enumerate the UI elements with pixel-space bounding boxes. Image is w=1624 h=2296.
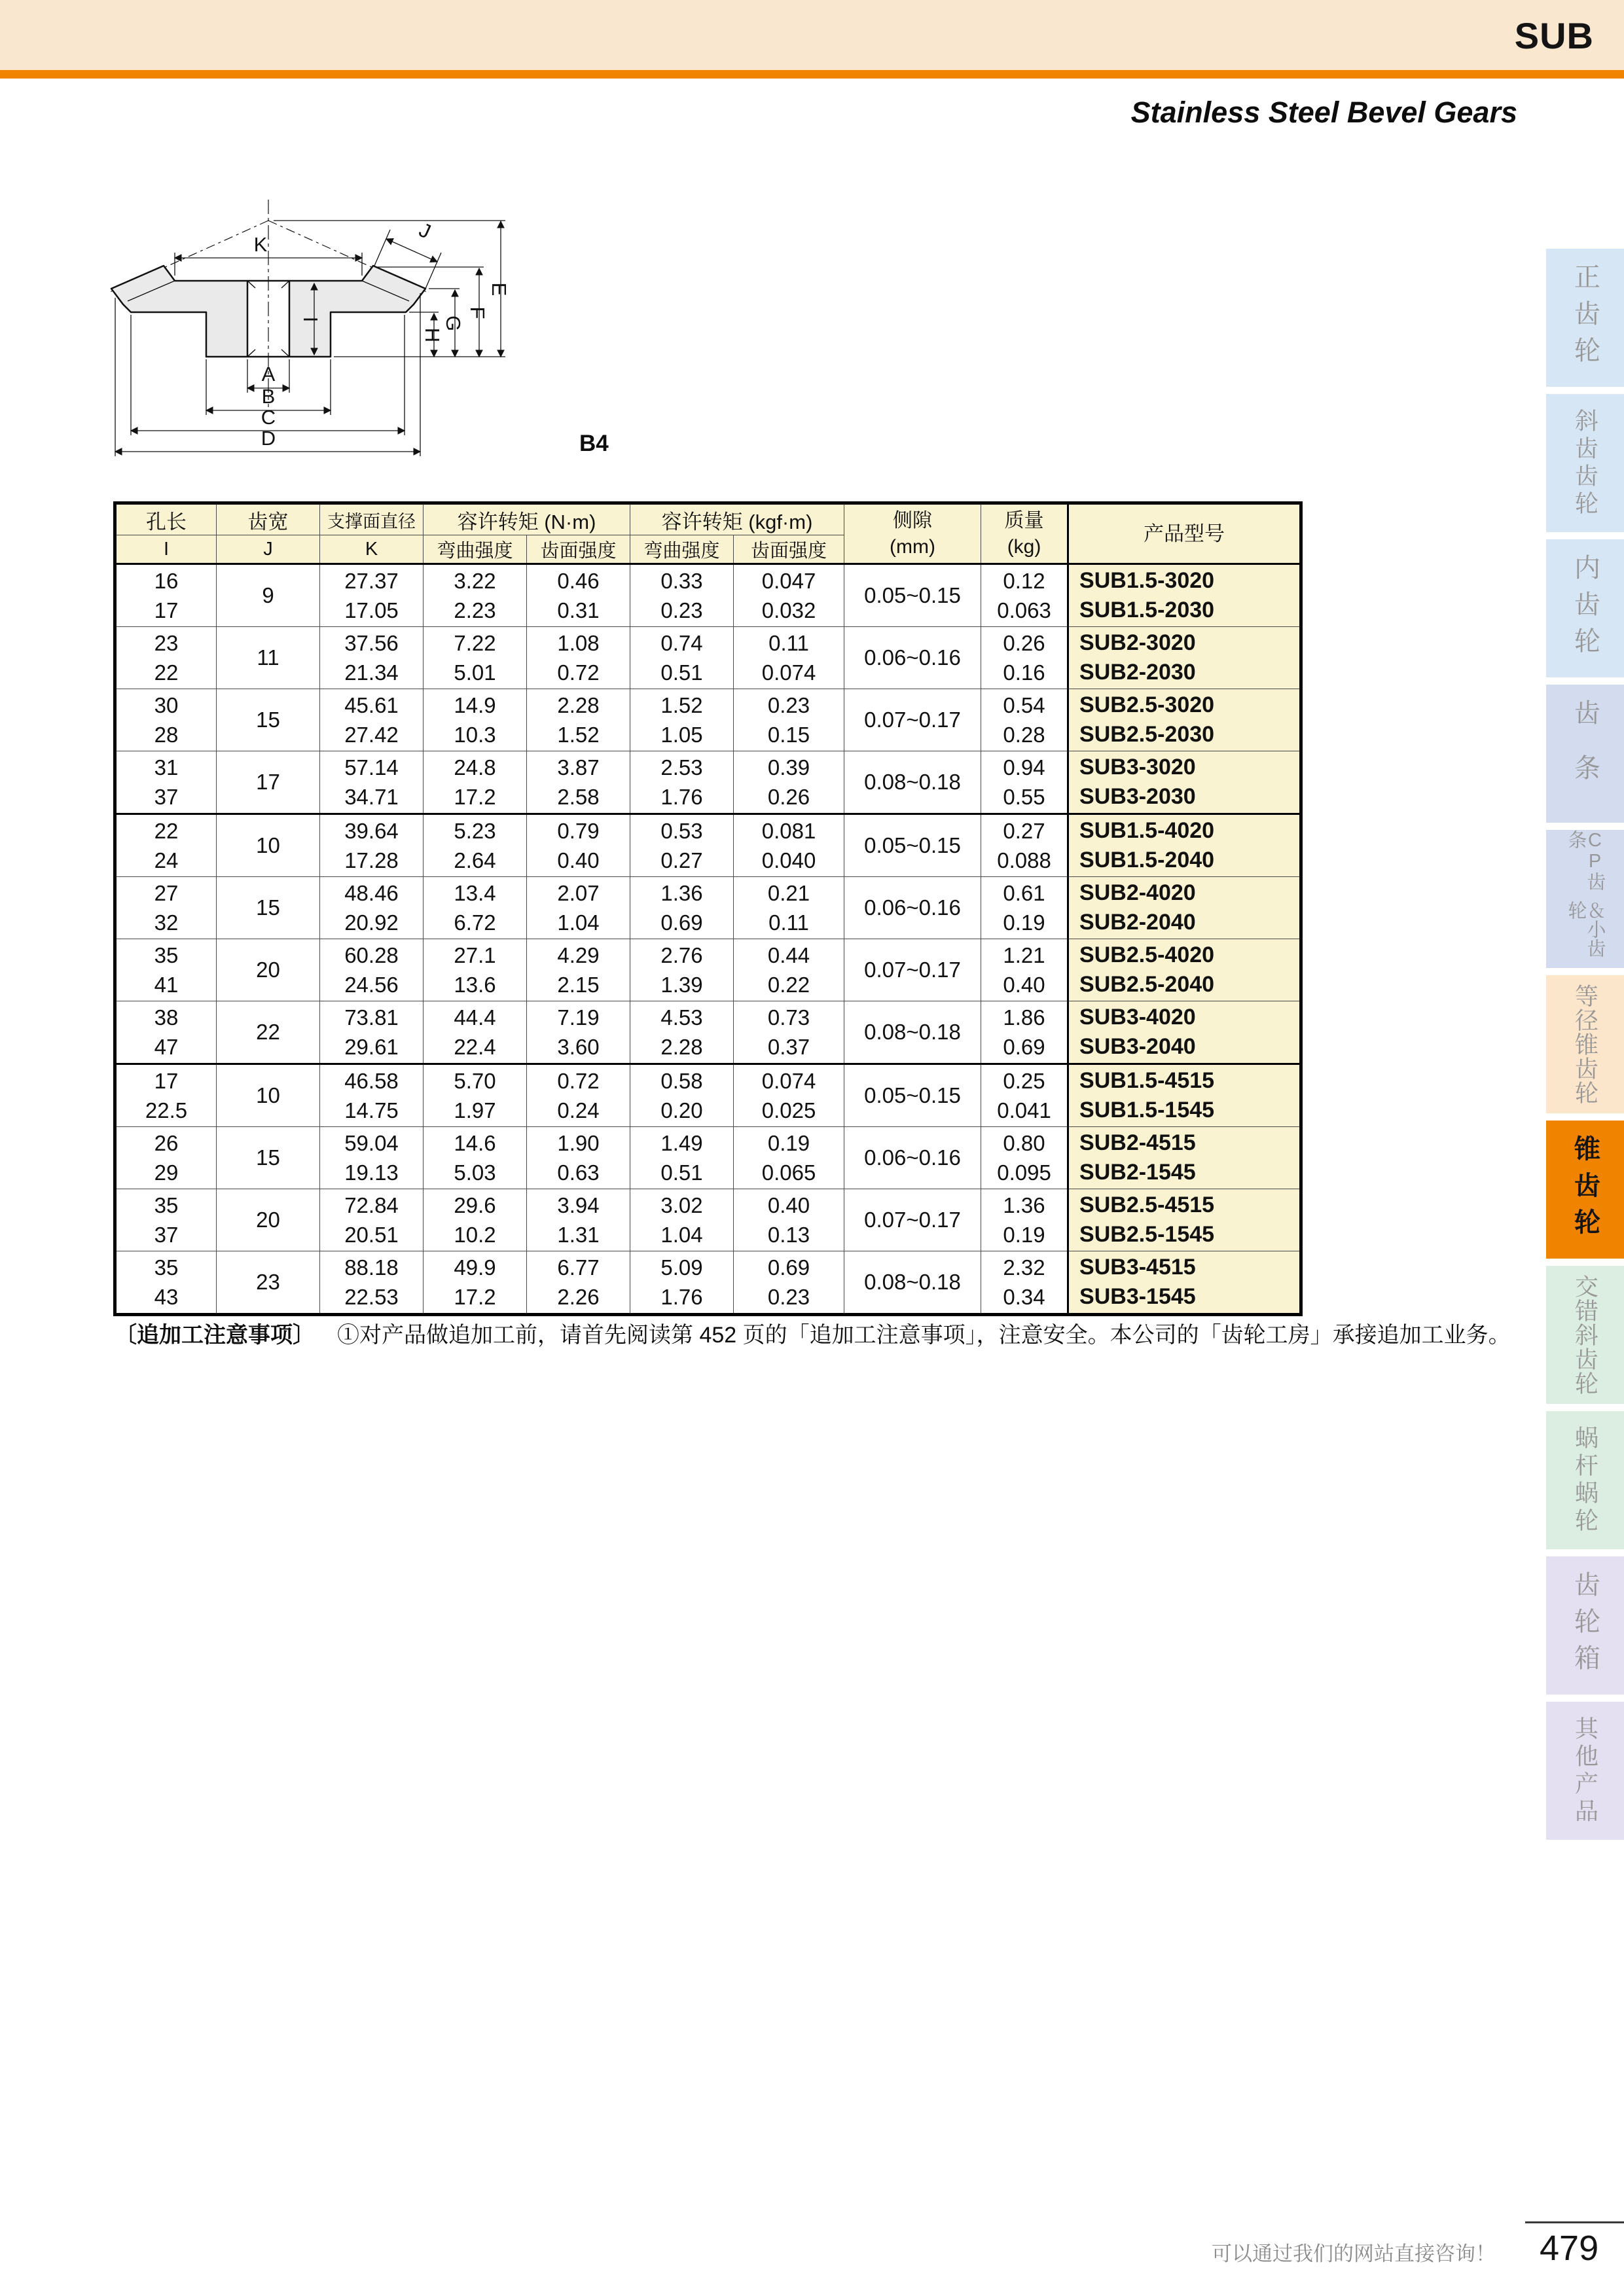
- cell-kgf-surface: 0.081 0.040: [734, 814, 844, 877]
- cell-mass: 0.54 0.28: [981, 689, 1068, 751]
- sidebar-tab-内齿轮: [1546, 539, 1624, 677]
- cell-model: SUB1.5-4020 SUB1.5-2040: [1068, 814, 1301, 877]
- cell-face-width: 10: [217, 1064, 320, 1127]
- sidebar-tab-齿条: [1546, 685, 1624, 823]
- cell-nm-bend: 7.22 5.01: [424, 627, 527, 689]
- table-row: [115, 564, 1301, 627]
- cell-nm-surface: 4.29 2.15: [527, 939, 630, 1001]
- cell-kgf-surface: 0.23 0.15: [734, 689, 844, 751]
- dim-label-i: I: [299, 316, 322, 323]
- backlash-unit: (mm): [890, 535, 936, 558]
- table-row: [115, 939, 1301, 1001]
- cell-hole-length: 30 28: [115, 689, 217, 751]
- cell-hole-length: 26 29: [115, 1127, 217, 1189]
- cell-kgf-surface: 0.074 0.025: [734, 1064, 844, 1127]
- header-model: 产品型号: [1068, 503, 1301, 564]
- cell-mount-dia: 37.56 21.34: [320, 627, 424, 689]
- cell-model: SUB3-3020 SUB3-2030: [1068, 751, 1301, 814]
- cell-hole-length: 31 37: [115, 751, 217, 814]
- table-row: [115, 1251, 1301, 1315]
- cell-hole-length: 23 22: [115, 627, 217, 689]
- cell-kgf-bend: 0.74 0.51: [630, 627, 734, 689]
- cell-backlash: 0.06~0.16: [844, 1127, 981, 1189]
- accent-bar: [0, 70, 1624, 79]
- cell-mass: 0.80 0.095: [981, 1127, 1068, 1189]
- sidebar-tab-交错斜齿轮: [1546, 1266, 1624, 1404]
- cell-kgf-surface: 0.21 0.11: [734, 877, 844, 939]
- cell-nm-surface: 1.08 0.72: [527, 627, 630, 689]
- mass-name: 质量: [1004, 509, 1044, 531]
- cell-model: SUB2-4020 SUB2-2040: [1068, 877, 1301, 939]
- header-nm-bend: 弯曲强度: [424, 535, 527, 564]
- cell-backlash: 0.06~0.16: [844, 627, 981, 689]
- header-torque-kgf: 容许转矩 (kgf·m): [630, 503, 844, 535]
- cell-hole-length: 22 24: [115, 814, 217, 877]
- cell-backlash: 0.08~0.18: [844, 1001, 981, 1064]
- cell-kgf-surface: 0.73 0.37: [734, 1001, 844, 1064]
- dim-label-c: C: [261, 406, 276, 429]
- table-row: [115, 814, 1301, 877]
- spec-table: [113, 501, 1303, 1316]
- cell-mass: 0.61 0.19: [981, 877, 1068, 939]
- cell-mass: 0.26 0.16: [981, 627, 1068, 689]
- cell-model: SUB1.5-4515 SUB1.5-1545: [1068, 1064, 1301, 1127]
- cell-hole-length: 27 32: [115, 877, 217, 939]
- cell-kgf-surface: 0.69 0.23: [734, 1251, 844, 1315]
- sidebar-tab-label: CP齿条 ＆小齿轮: [1565, 830, 1606, 958]
- dim-label-a: A: [261, 363, 276, 386]
- cell-kgf-bend: 1.36 0.69: [630, 877, 734, 939]
- sidebar-tab-正齿轮: [1546, 249, 1624, 387]
- cell-mass: 1.86 0.69: [981, 1001, 1068, 1064]
- dim-label-h: H: [421, 327, 444, 343]
- cell-nm-surface: 0.72 0.24: [527, 1064, 630, 1127]
- cell-backlash: 0.07~0.17: [844, 689, 981, 751]
- cell-mount-dia: 72.84 20.51: [320, 1189, 424, 1251]
- cell-face-width: 10: [217, 814, 320, 877]
- cell-face-width: 15: [217, 1127, 320, 1189]
- cell-backlash: 0.06~0.16: [844, 877, 981, 939]
- cell-mount-dia: 60.28 24.56: [320, 939, 424, 1001]
- sidebar-tab-label: 斜齿齿轮: [1572, 408, 1599, 518]
- header-torque-nm: 容许转矩 (N·m): [424, 503, 630, 535]
- header-kgf-surface: 齿面强度: [734, 535, 844, 564]
- cell-face-width: 23: [217, 1251, 320, 1315]
- sidebar-tab-label: 其他产品: [1572, 1715, 1599, 1826]
- cell-nm-bend: 27.1 13.6: [424, 939, 527, 1001]
- cell-mass: 0.12 0.063: [981, 564, 1068, 627]
- cell-model: SUB2.5-3020 SUB2.5-2030: [1068, 689, 1301, 751]
- cell-nm-surface: 7.19 3.60: [527, 1001, 630, 1064]
- cell-nm-bend: 14.9 10.3: [424, 689, 527, 751]
- cell-face-width: 17: [217, 751, 320, 814]
- cell-face-width: 20: [217, 939, 320, 1001]
- cell-hole-length: 16 17: [115, 564, 217, 627]
- table-row: [115, 627, 1301, 689]
- cell-backlash: 0.05~0.15: [844, 1064, 981, 1127]
- cell-backlash: 0.08~0.18: [844, 1251, 981, 1315]
- cell-kgf-bend: 5.09 1.76: [630, 1251, 734, 1315]
- cell-kgf-surface: 0.047 0.032: [734, 564, 844, 627]
- header-sym-k: K: [320, 535, 424, 564]
- cell-mass: 0.27 0.088: [981, 814, 1068, 877]
- table-row: [115, 1001, 1301, 1064]
- cell-mount-dia: 27.37 17.05: [320, 564, 424, 627]
- cell-nm-surface: 6.77 2.26: [527, 1251, 630, 1315]
- cell-face-width: 15: [217, 689, 320, 751]
- sidebar-tab-label: 齿条: [1570, 698, 1600, 809]
- backlash-name: 侧隙: [893, 509, 933, 531]
- cell-mass: 1.36 0.19: [981, 1189, 1068, 1251]
- bore-chamfers: [247, 281, 289, 357]
- dim-label-j: J: [416, 218, 435, 243]
- cell-hole-length: 35 43: [115, 1251, 217, 1315]
- cell-model: SUB2.5-4020 SUB2.5-2040: [1068, 939, 1301, 1001]
- cell-face-width: 20: [217, 1189, 320, 1251]
- cell-mass: 1.21 0.40: [981, 939, 1068, 1001]
- sidebar-tab-等径锥齿轮: [1546, 975, 1624, 1113]
- cell-hole-length: 35 37: [115, 1189, 217, 1251]
- cell-mount-dia: 48.46 20.92: [320, 877, 424, 939]
- cell-kgf-bend: 0.58 0.20: [630, 1064, 734, 1127]
- cell-nm-bend: 29.6 10.2: [424, 1189, 527, 1251]
- cell-kgf-bend: 1.52 1.05: [630, 689, 734, 751]
- cell-mount-dia: 59.04 19.13: [320, 1127, 424, 1189]
- cell-kgf-surface: 0.44 0.22: [734, 939, 844, 1001]
- header-hole-length: 孔长: [115, 503, 217, 535]
- dim-label-e: E: [488, 282, 511, 296]
- note-label: 〔追加工注意事项〕: [115, 1323, 315, 1348]
- footer-note: 可以通过我们的网站直接咨询！: [1212, 2242, 1496, 2265]
- figure-label: B4: [579, 431, 609, 456]
- cell-backlash: 0.07~0.17: [844, 1189, 981, 1251]
- series-code: SUB: [1514, 15, 1594, 56]
- sidebar-tab-蜗杆蜗轮: [1546, 1411, 1624, 1549]
- cell-mount-dia: 57.14 34.71: [320, 751, 424, 814]
- cell-face-width: 9: [217, 564, 320, 627]
- cell-model: SUB2.5-4515 SUB2.5-1545: [1068, 1189, 1301, 1251]
- cell-kgf-bend: 4.53 2.28: [630, 1001, 734, 1064]
- cell-model: SUB2-4515 SUB2-1545: [1068, 1127, 1301, 1189]
- dim-label-f: F: [466, 306, 489, 319]
- dim-label-b: B: [261, 385, 276, 408]
- cell-nm-bend: 5.23 2.64: [424, 814, 527, 877]
- table-row: [115, 751, 1301, 814]
- cell-kgf-bend: 2.53 1.76: [630, 751, 734, 814]
- header-sym-i: I: [115, 535, 217, 564]
- cell-nm-bend: 49.9 17.2: [424, 1251, 527, 1315]
- header-nm-surface: 齿面强度: [527, 535, 630, 564]
- cell-nm-bend: 14.6 5.03: [424, 1127, 527, 1189]
- cell-face-width: 15: [217, 877, 320, 939]
- sidebar-tab-其他产品: [1546, 1702, 1624, 1840]
- cell-nm-bend: 5.70 1.97: [424, 1064, 527, 1127]
- cell-mount-dia: 73.81 29.61: [320, 1001, 424, 1064]
- cell-hole-length: 38 47: [115, 1001, 217, 1064]
- header-sym-j: J: [217, 535, 320, 564]
- table-row: [115, 1064, 1301, 1127]
- page-number: 479: [1540, 2229, 1599, 2268]
- cell-mass: 0.25 0.041: [981, 1064, 1068, 1127]
- sidebar-tab-cp-rack-pinion: [1546, 830, 1624, 968]
- cell-nm-surface: 3.87 2.58: [527, 751, 630, 814]
- sidebar-tab-label: 蜗杆蜗轮: [1572, 1425, 1599, 1535]
- cell-nm-surface: 0.79 0.40: [527, 814, 630, 877]
- cell-kgf-bend: 0.53 0.27: [630, 814, 734, 877]
- dim-label-k: K: [253, 233, 268, 256]
- cell-nm-surface: 3.94 1.31: [527, 1189, 630, 1251]
- cell-backlash: 0.05~0.15: [844, 814, 981, 877]
- cell-face-width: 11: [217, 627, 320, 689]
- table-row: [115, 877, 1301, 939]
- cell-model: SUB1.5-3020 SUB1.5-2030: [1068, 564, 1301, 627]
- top-band: [0, 0, 1624, 70]
- cell-backlash: 0.07~0.17: [844, 939, 981, 1001]
- note-text: ①对产品做追加工前，请首先阅读第 452 页的「追加工注意事项」，注意安全。本公司的「齿轮工房」承接追加工业务。: [337, 1323, 1511, 1348]
- header-mass: [981, 503, 1068, 564]
- sidebar-tab-label: 齿轮箱: [1570, 1570, 1600, 1681]
- header-mount-dia: 支撑面直径: [320, 503, 424, 535]
- cell-mount-dia: 45.61 27.42: [320, 689, 424, 751]
- cell-backlash: 0.05~0.15: [844, 564, 981, 627]
- cell-kgf-bend: 3.02 1.04: [630, 1189, 734, 1251]
- cell-mass: 0.94 0.55: [981, 751, 1068, 814]
- cell-model: SUB3-4515 SUB3-1545: [1068, 1251, 1301, 1315]
- cell-nm-surface: 0.46 0.31: [527, 564, 630, 627]
- cell-backlash: 0.08~0.18: [844, 751, 981, 814]
- table-row: [115, 689, 1301, 751]
- cell-kgf-bend: 1.49 0.51: [630, 1127, 734, 1189]
- page-number-rule: [1525, 2221, 1624, 2223]
- cell-kgf-surface: 0.19 0.065: [734, 1127, 844, 1189]
- table-row: [115, 1189, 1301, 1251]
- cell-nm-surface: 2.07 1.04: [527, 877, 630, 939]
- header-kgf-bend: 弯曲强度: [630, 535, 734, 564]
- bevel-gear-drawing: [75, 193, 664, 468]
- sidebar-tab-label: 等径锥齿轮: [1572, 984, 1599, 1105]
- table-row: [115, 1127, 1301, 1189]
- gear-diagram: [75, 193, 664, 468]
- cell-nm-bend: 13.4 6.72: [424, 877, 527, 939]
- cell-face-width: 22: [217, 1001, 320, 1064]
- page-title: Stainless Steel Bevel Gears: [1130, 96, 1517, 129]
- sidebar-tab-齿轮箱: [1546, 1556, 1624, 1695]
- dim-label-d: D: [261, 427, 276, 450]
- sidebar-tab-label: 锥齿轮: [1570, 1134, 1600, 1245]
- cell-nm-bend: 3.22 2.23: [424, 564, 527, 627]
- cell-mount-dia: 88.18 22.53: [320, 1251, 424, 1315]
- sidebar-tab-label: 正齿轮: [1570, 262, 1600, 373]
- cell-model: SUB3-4020 SUB3-2040: [1068, 1001, 1301, 1064]
- header-backlash: [844, 503, 981, 564]
- sidebar-tab-锥齿轮: [1546, 1121, 1624, 1259]
- cell-mount-dia: 39.64 17.28: [320, 814, 424, 877]
- cell-mount-dia: 46.58 14.75: [320, 1064, 424, 1127]
- machining-note: [115, 1317, 1515, 1349]
- cell-nm-bend: 24.8 17.2: [424, 751, 527, 814]
- cell-kgf-bend: 0.33 0.23: [630, 564, 734, 627]
- cell-nm-bend: 44.4 22.4: [424, 1001, 527, 1064]
- dim-label-g: G: [442, 315, 465, 332]
- sidebar-tab-label: 交错斜齿轮: [1572, 1274, 1599, 1395]
- mass-unit: (kg): [1007, 535, 1041, 558]
- cell-nm-surface: 2.28 1.52: [527, 689, 630, 751]
- cell-hole-length: 17 22.5: [115, 1064, 217, 1127]
- sidebar-tab-label: 内齿轮: [1570, 553, 1600, 664]
- cell-kgf-surface: 0.11 0.074: [734, 627, 844, 689]
- cell-kgf-surface: 0.40 0.13: [734, 1189, 844, 1251]
- cell-kgf-surface: 0.39 0.26: [734, 751, 844, 814]
- cell-hole-length: 35 41: [115, 939, 217, 1001]
- cell-mass: 2.32 0.34: [981, 1251, 1068, 1315]
- cell-nm-surface: 1.90 0.63: [527, 1127, 630, 1189]
- header-face-width: 齿宽: [217, 503, 320, 535]
- cell-kgf-bend: 2.76 1.39: [630, 939, 734, 1001]
- sidebar-tab-斜齿齿轮: [1546, 394, 1624, 532]
- cell-model: SUB2-3020 SUB2-2030: [1068, 627, 1301, 689]
